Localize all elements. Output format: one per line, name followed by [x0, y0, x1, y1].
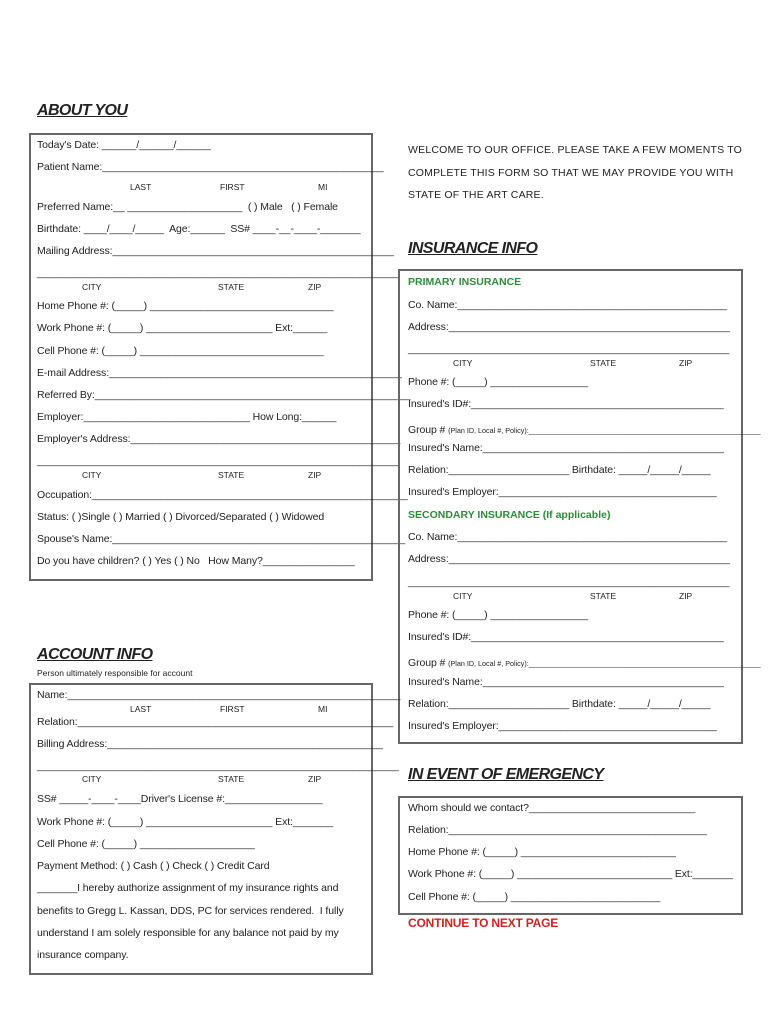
account-relation-field[interactable]: Relation:_______________________________________________________: [37, 716, 394, 728]
emergency-heading: IN EVENT OF EMERGENCY: [408, 766, 604, 783]
primary-address-field[interactable]: Address:_________________________________________________: [408, 321, 730, 333]
primary-sub-state: STATE: [590, 358, 617, 368]
acct-addr-sub-state: STATE: [218, 774, 245, 784]
secondary-address-field[interactable]: Address:_________________________________________________: [408, 553, 730, 565]
cell-phone-field[interactable]: Cell Phone #: (_____) ________________________________: [37, 345, 324, 357]
secondary-group-note: (Plan ID, Local #, Policy):__________________________________________________________: [448, 659, 761, 668]
emp-sub-city: CITY: [82, 470, 102, 480]
welcome-message: WELCOME TO OUR OFFICE. PLEASE TAKE A FEW MOMENTS TO COMPLETE THIS FORM SO THAT WE MAY PROVIDE YOU WITH STATE OF THE ART CARE.: [408, 144, 743, 201]
mailing-address-line2[interactable]: _______________________________________________________________: [37, 267, 399, 279]
birthdate-field[interactable]: Birthdate: ____/____/_____ Age:______ SS# ____-__-____-_______: [37, 223, 361, 235]
acct-name-sub-mi: MI: [318, 704, 328, 714]
account-work-phone-field[interactable]: Work Phone #: (_____) ______________________ Ext:_______: [37, 816, 334, 828]
account-cell-phone-field[interactable]: Cell Phone #: (_____) ____________________: [37, 838, 255, 850]
emp-sub-zip: ZIP: [308, 470, 322, 480]
billing-address-line2[interactable]: _______________________________________________________________: [37, 760, 399, 772]
todays-date-field[interactable]: Today's Date: ______/______/______: [37, 139, 211, 151]
primary-group-field[interactable]: [408, 420, 761, 438]
emergency-home-phone-field[interactable]: Home Phone #: (_____) ___________________________: [408, 846, 676, 858]
secondary-sub-state: STATE: [590, 591, 617, 601]
home-phone-field[interactable]: Home Phone #: (_____) ________________________________: [37, 300, 334, 312]
insurance-box: [398, 269, 743, 744]
patient-name-field[interactable]: Patient Name:_________________________________________________: [37, 161, 384, 173]
secondary-address-line2[interactable]: ________________________________________________________: [408, 576, 730, 588]
work-phone-field[interactable]: Work Phone #: (_____) ______________________ Ext:______: [37, 322, 328, 334]
secondary-group-field[interactable]: [408, 653, 761, 671]
employer-address-field[interactable]: Employer's Address:_______________________________________________: [37, 433, 401, 445]
billing-address-field[interactable]: Billing Address:________________________________________________: [37, 738, 383, 750]
employer-address-line2[interactable]: _______________________________________________________________: [37, 455, 399, 467]
secondary-sub-city: CITY: [453, 591, 473, 601]
primary-sub-zip: ZIP: [679, 358, 693, 368]
authorization-text-3: understand I am solely responsible for any balance not paid by my: [37, 927, 339, 939]
primary-relation-field[interactable]: Relation:_____________________ Birthdate: _____/_____/_____: [408, 464, 711, 476]
secondary-sub-zip: ZIP: [679, 591, 693, 601]
acct-addr-sub-city: CITY: [82, 774, 102, 784]
secondary-relation-field[interactable]: Relation:_____________________ Birthdate: _____/_____/_____: [408, 698, 711, 710]
authorization-text-4: insurance company.: [37, 949, 129, 961]
preferred-name-field[interactable]: Preferred Name:__ ____________________ ( ) Male ( ) Female: [37, 201, 338, 213]
secondary-insured-id-field[interactable]: Insured's ID#:____________________________________________: [408, 631, 724, 643]
account-ss-license-field[interactable]: SS# _____-____-____Driver's License #:_________________: [37, 793, 323, 805]
account-heading: ACCOUNT INFO: [37, 646, 153, 663]
children-field[interactable]: Do you have children? ( ) Yes ( ) No How Many?________________: [37, 555, 355, 567]
primary-address-line2[interactable]: ________________________________________________________: [408, 343, 730, 355]
primary-insured-name-field[interactable]: Insured's Name:__________________________________________: [408, 442, 724, 454]
emergency-cell-phone-field[interactable]: Cell Phone #: (_____) __________________________: [408, 891, 661, 903]
account-subtitle: Person ultimately responsible for account: [37, 668, 193, 678]
primary-employer-field[interactable]: Insured's Employer:______________________________________: [408, 486, 717, 498]
addr-sub-zip: ZIP: [308, 282, 322, 292]
secondary-phone-field[interactable]: Phone #: (_____) _________________: [408, 609, 588, 621]
emergency-contact-field[interactable]: Whom should we contact?_____________________________: [408, 802, 696, 814]
addr-sub-city: CITY: [82, 282, 102, 292]
primary-insured-id-field[interactable]: Insured's ID#:____________________________________________: [408, 398, 724, 410]
primary-group-note: (Plan ID, Local #, Policy):__________________________________________________________: [448, 426, 761, 435]
acct-name-sub-last: LAST: [130, 704, 152, 714]
secondary-company-field[interactable]: Co. Name:_______________________________________________: [408, 531, 728, 543]
addr-sub-state: STATE: [218, 282, 245, 292]
payment-method-field[interactable]: Payment Method: ( ) Cash ( ) Check ( ) Credit Card: [37, 860, 270, 872]
employer-field[interactable]: Employer:_____________________________ How Long:______: [37, 411, 337, 423]
name-sub-last: LAST: [130, 182, 152, 192]
primary-phone-field[interactable]: Phone #: (_____) _________________: [408, 376, 588, 388]
secondary-group-prefix: Group #: [408, 657, 449, 669]
account-name-field[interactable]: Name:__________________________________________________________: [37, 689, 401, 701]
authorization-text-2: benefits to Gregg L. Kassan, DDS, PC for services rendered. I fully: [37, 905, 344, 917]
secondary-insurance-label: SECONDARY INSURANCE (If applicable): [408, 509, 611, 521]
primary-company-field[interactable]: Co. Name:_______________________________________________: [408, 299, 728, 311]
occupation-field[interactable]: Occupation:_______________________________________________________: [37, 489, 408, 501]
continue-next-page: CONTINUE TO NEXT PAGE: [408, 916, 559, 930]
about-heading: ABOUT YOU: [37, 102, 128, 119]
acct-addr-sub-zip: ZIP: [308, 774, 322, 784]
acct-name-sub-first: FIRST: [220, 704, 245, 714]
emergency-relation-field[interactable]: Relation:_____________________________________________: [408, 824, 707, 836]
primary-insurance-label: PRIMARY INSURANCE: [408, 276, 522, 288]
name-sub-first: FIRST: [220, 182, 245, 192]
secondary-insured-name-field[interactable]: Insured's Name:__________________________________________: [408, 676, 724, 688]
referred-by-field[interactable]: Referred By:_______________________________________________________: [37, 389, 411, 401]
primary-group-prefix: Group #: [408, 424, 449, 436]
emergency-work-phone-field[interactable]: Work Phone #: (_____) ___________________________ Ext:_______: [408, 868, 733, 880]
insurance-heading: INSURANCE INFO: [408, 240, 538, 257]
primary-sub-city: CITY: [453, 358, 473, 368]
name-sub-mi: MI: [318, 182, 328, 192]
marital-status-field[interactable]: Status: ( )Single ( ) Married ( ) Divorced/Separated ( ) Widowed: [37, 511, 325, 523]
spouse-name-field[interactable]: Spouse's Name:___________________________________________________: [37, 533, 406, 545]
email-field[interactable]: E-mail Address:___________________________________________________: [37, 367, 402, 379]
mailing-address-field[interactable]: Mailing Address:_________________________________________________: [37, 245, 394, 257]
emp-sub-state: STATE: [218, 470, 245, 480]
secondary-employer-field[interactable]: Insured's Employer:______________________________________: [408, 720, 717, 732]
authorization-initials[interactable]: _______I hereby authorize assignment of my insurance rights and: [37, 882, 339, 894]
